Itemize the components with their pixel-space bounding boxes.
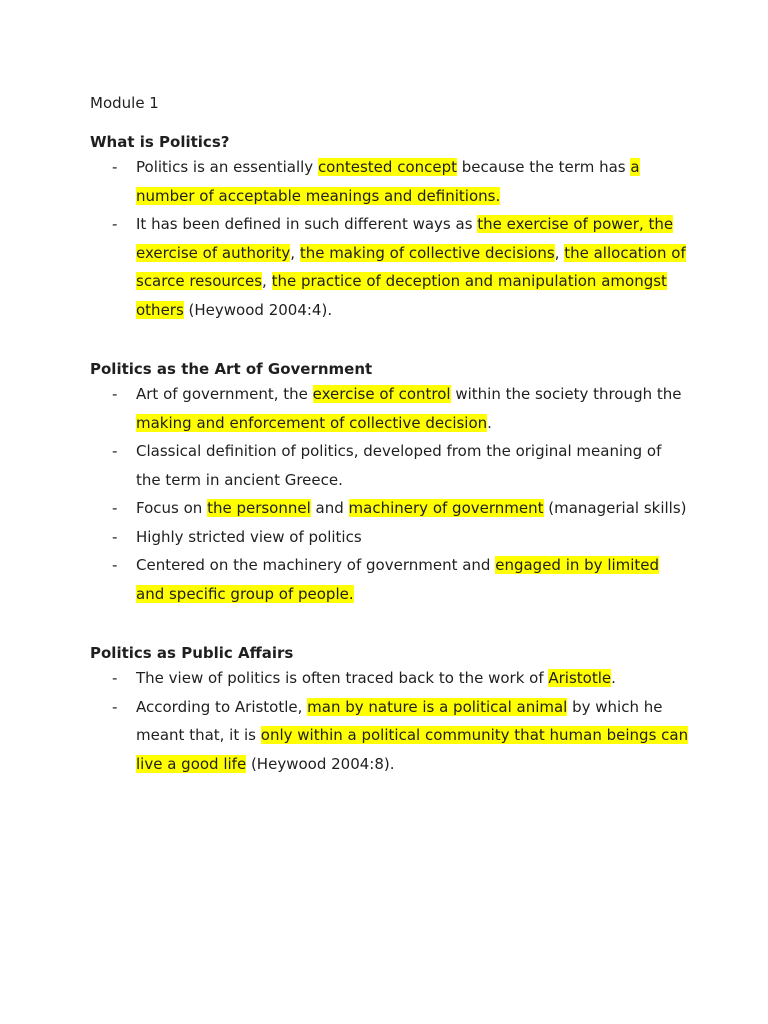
text-run: and xyxy=(310,499,349,517)
bullet-dash: - xyxy=(112,385,118,403)
bullet-dash: - xyxy=(112,499,118,517)
document-page xyxy=(90,92,690,778)
text-run: , xyxy=(262,272,272,290)
section-heading-what-is-politics: What is Politics? xyxy=(90,133,230,151)
list-item xyxy=(90,380,690,437)
highlighted-text: only within a political community that human beings can live a good life xyxy=(136,726,689,773)
list-item xyxy=(90,494,690,523)
text-run: Focus on xyxy=(136,499,208,517)
text-run: According to Aristotle, xyxy=(136,697,308,716)
highlighted-text: exercise of control xyxy=(312,385,451,403)
art-of-government-list xyxy=(90,380,690,608)
text-run: The view of politics is often traced back to the work of xyxy=(136,669,549,687)
list-item xyxy=(90,523,690,552)
bullet-dash: - xyxy=(112,527,118,546)
text-run: Politics is an essentially xyxy=(136,158,318,176)
list-item xyxy=(90,437,690,494)
text-run: . xyxy=(611,669,616,687)
text-run: Classical definition of politics, developed from the original meaning of the term in ancient Greece. xyxy=(136,442,662,489)
bullet-dash: - xyxy=(112,158,118,176)
list-item xyxy=(90,664,690,693)
text-run: . xyxy=(487,413,492,432)
bullet-dash: - xyxy=(112,215,118,233)
highlighted-text: the exercise of power, the exercise of authority xyxy=(136,215,674,262)
highlighted-text: the practice of deception and manipulation amongst others xyxy=(136,272,667,319)
module-title: Module 1 xyxy=(90,94,159,112)
highlighted-text: the personnel xyxy=(207,499,311,517)
text-run: (managerial skills) xyxy=(543,499,687,517)
highlighted-text: man by nature is a political animal xyxy=(307,697,568,716)
bullet-dash: - xyxy=(112,556,118,574)
highlighted-text: machinery of government xyxy=(348,499,544,517)
text-run: within the society through the xyxy=(450,385,682,403)
text-run: Art of government, the xyxy=(136,385,313,403)
text-run: , xyxy=(290,243,300,262)
highlighted-text: the making of collective decisions xyxy=(299,243,555,262)
list-item xyxy=(90,210,690,324)
bullet-dash: - xyxy=(112,442,118,460)
highlighted-text: making and enforcement of collective decision xyxy=(136,413,488,432)
bullet-dash: - xyxy=(112,669,118,687)
section-heading-art-of-government: Politics as the Art of Government xyxy=(90,360,373,378)
highlighted-text: Aristotle xyxy=(548,669,612,687)
what-is-politics-list xyxy=(90,153,690,324)
text-run: , xyxy=(554,243,565,262)
text-run: Highly stricted view of politics xyxy=(136,527,362,546)
text-run: Centered on the machinery of government and xyxy=(136,556,496,574)
bullet-dash: - xyxy=(112,697,118,716)
list-item xyxy=(90,551,690,608)
text-run: because the term has xyxy=(457,158,631,176)
list-item xyxy=(90,693,690,779)
public-affairs-list xyxy=(90,664,690,778)
text-run: (Heywood 2004:8). xyxy=(246,754,395,773)
text-run: It has been defined in such different ways as xyxy=(136,215,478,233)
highlighted-text: a number of acceptable meanings and definitions. xyxy=(136,158,640,205)
text-run: by which he meant that, it is xyxy=(136,697,663,744)
section-heading-public-affairs: Politics as Public Affairs xyxy=(90,644,294,662)
highlighted-text: the allocation of scarce resources xyxy=(136,243,686,290)
list-item xyxy=(90,153,690,210)
text-run: (Heywood 2004:4). xyxy=(183,300,333,319)
highlighted-text: contested concept xyxy=(317,158,458,176)
highlighted-text: engaged in by limited and specific group of people. xyxy=(136,556,660,603)
